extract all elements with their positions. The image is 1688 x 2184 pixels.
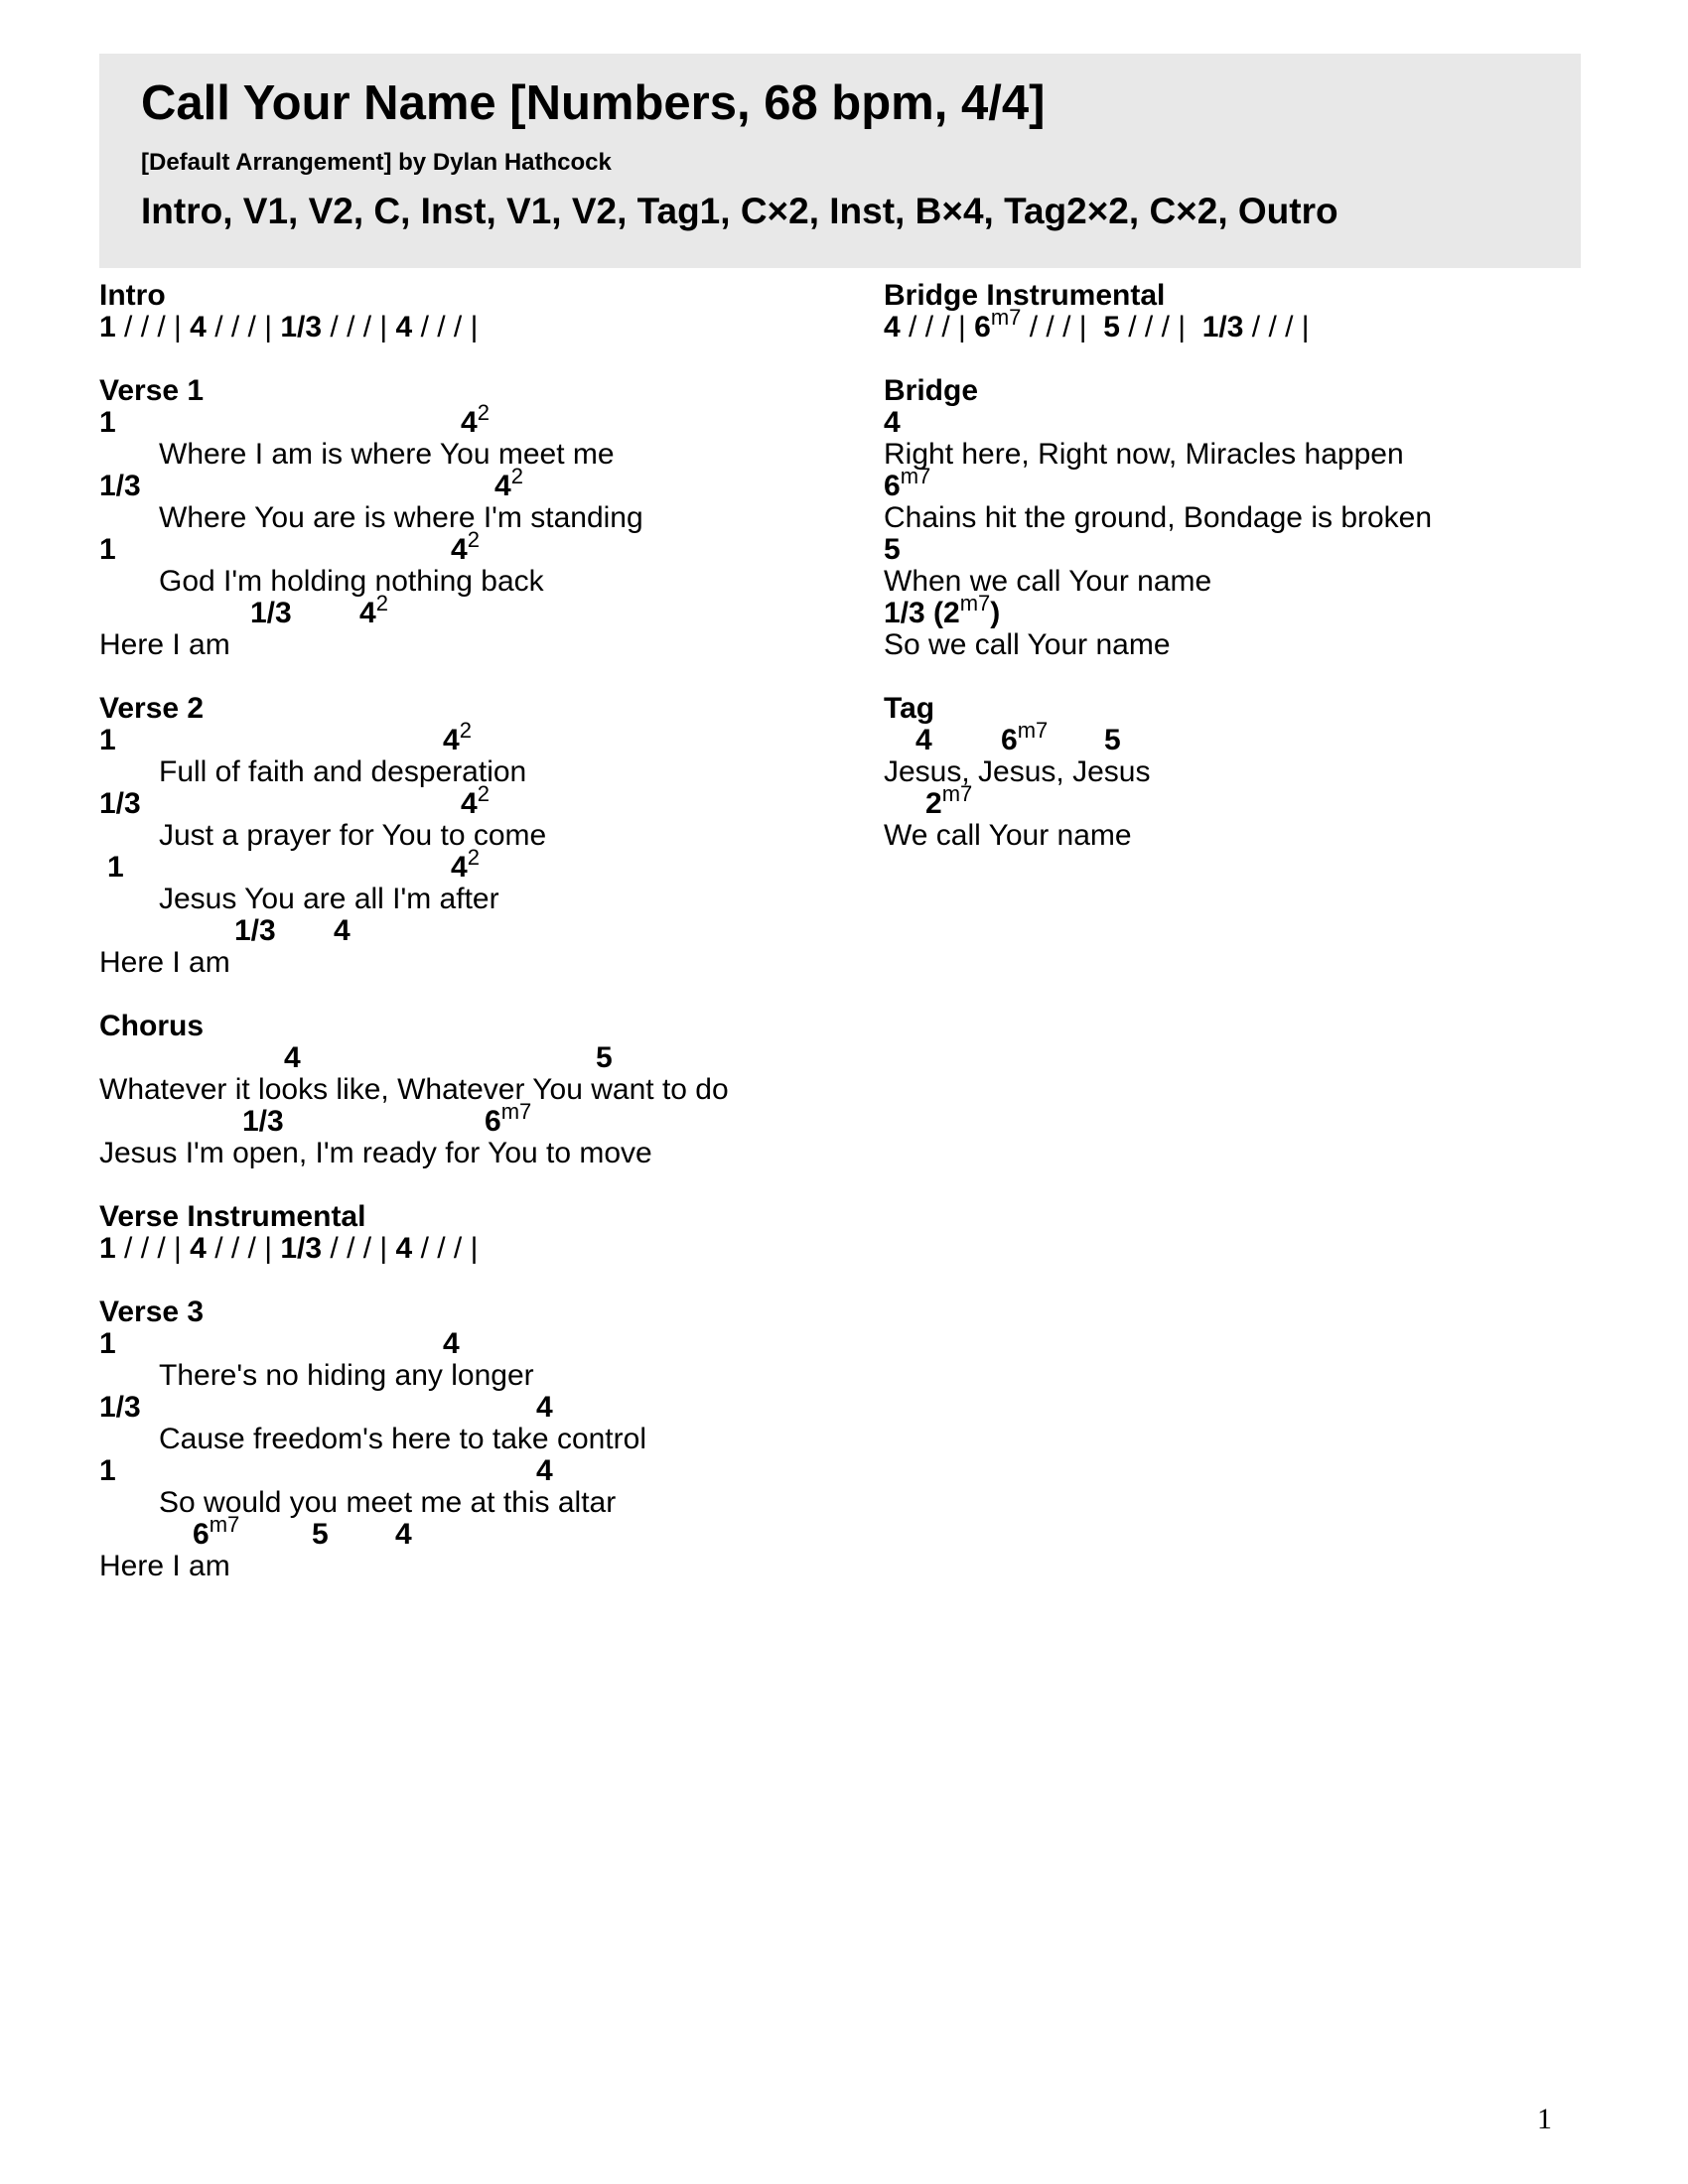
chord: 6: [974, 311, 991, 343]
section-bridge: [884, 375, 1638, 661]
section-chorus: [99, 1011, 854, 1169]
bar-line: [99, 312, 854, 343]
bar-slashes: / / / |: [206, 311, 281, 343]
chord: 4: [284, 1041, 301, 1074]
chord: 1: [99, 1232, 116, 1265]
lyric-line: Cause freedom's here to take control: [159, 1423, 646, 1455]
chord: 1: [99, 406, 116, 439]
lyric-line: Jesus You are all I'm after: [159, 883, 499, 915]
chord: $4^2$: [461, 781, 490, 820]
chord: 1/3 $(2^{m7})$: [884, 591, 1001, 629]
left-column: [99, 280, 854, 1614]
chord-line: [99, 1099, 854, 1138]
lyric-line: We call Your name: [884, 819, 1132, 852]
chord: 4: [536, 1454, 553, 1487]
chord: 4: [395, 1518, 412, 1551]
chord-line: [99, 845, 854, 884]
chord: $4^2$: [451, 527, 480, 566]
chord: $4^2$: [461, 400, 490, 439]
section-title: Bridge: [884, 374, 979, 407]
chord-line: [99, 781, 854, 820]
arrangement-credit: [Default Arrangement] by Dylan Hathcock: [141, 149, 612, 176]
chord: 1/3: [234, 914, 276, 947]
chord-line: [884, 718, 1638, 756]
chord-line: [99, 527, 854, 566]
bar-line: [884, 305, 1638, 343]
section-title: Verse 3: [99, 1296, 205, 1328]
chord: 4: [915, 724, 932, 756]
chord-line: [884, 464, 1638, 502]
section-tag: [884, 693, 1638, 852]
chord: 5: [884, 533, 901, 566]
bar-slashes: / / / |: [322, 311, 396, 343]
bar-slashes: / / / |: [412, 1232, 479, 1265]
chord: 4: [190, 1232, 207, 1265]
lyric-line: Where I am is where You meet me: [159, 438, 615, 471]
page-number: 1: [1537, 2103, 1552, 2135]
chord: 4: [395, 311, 413, 343]
lyric-line: Where You are is where I'm standing: [159, 501, 643, 534]
lyric-line: Chains hit the ground, Bondage is broken: [884, 501, 1433, 534]
section-title: Verse Instrumental: [99, 1200, 366, 1233]
lyric-line: Full of faith and desperation: [159, 755, 527, 788]
song-order: Intro, V1, V2, C, Inst, V1, V2, Tag1, C×2, Inst, B×4, Tag2×2, C×2, Outro: [141, 191, 1338, 231]
chord: $4^2$: [443, 718, 472, 756]
chord-line: [99, 718, 854, 756]
section-title: Chorus: [99, 1010, 204, 1042]
chord: $2^{m7}$: [925, 781, 973, 820]
lyric-line: Right here, Right now, Miracles happen: [884, 438, 1404, 471]
chord-line: [99, 1042, 854, 1074]
bar-slashes: / / / |: [1243, 311, 1310, 343]
chord: $4^2$: [359, 591, 388, 629]
chord: 1/3: [99, 470, 141, 502]
chord: 1/3: [250, 597, 292, 629]
lyric-line: Whatever it looks like, Whatever You want to do: [99, 1073, 729, 1106]
bar-slashes: / / / |: [412, 311, 479, 343]
section-intro: [99, 280, 854, 343]
chord: 4: [884, 311, 901, 343]
chord: 5: [1103, 311, 1120, 343]
chord: 4: [884, 406, 901, 439]
chord: $6^{m7}$: [193, 1512, 240, 1551]
lyric-line: Just a prayer for You to come: [159, 819, 547, 852]
chord-line: [99, 1392, 854, 1424]
bar-slashes: / / / |: [206, 1232, 281, 1265]
chord: 1/3: [1201, 311, 1244, 343]
lyric-line: So would you meet me at this altar: [159, 1486, 617, 1519]
section-title: Verse 2: [99, 692, 205, 725]
chord: 5: [596, 1041, 613, 1074]
chord: 1: [99, 311, 116, 343]
chord: 5: [1104, 724, 1121, 756]
section-verse-instrumental: [99, 1201, 854, 1265]
lyric-line: Jesus, Jesus, Jesus: [884, 755, 1151, 788]
song-header: [99, 54, 1581, 268]
chord-line: [99, 400, 854, 439]
lyric-line: There's no hiding any longer: [159, 1359, 534, 1392]
bar-slashes: / / / |: [322, 1232, 396, 1265]
chord: 1/3: [242, 1105, 284, 1138]
chord-line: [99, 591, 854, 629]
chord-line: [99, 915, 854, 947]
section-title: Tag: [884, 692, 935, 725]
bar-line: [99, 1233, 854, 1265]
section-verse-1: [99, 375, 854, 661]
chord: 4: [443, 1327, 460, 1360]
chord: $6^{m7}$: [485, 1099, 532, 1138]
bar-slashes: / / / |: [115, 1232, 191, 1265]
chord-line: [884, 781, 1638, 820]
chord: 4: [395, 1232, 413, 1265]
lyric-line: When we call Your name: [884, 565, 1212, 598]
chord: 1: [107, 851, 124, 884]
chord: 1: [99, 533, 116, 566]
chord: $6^{m7}$: [1001, 718, 1049, 756]
chord: 1: [99, 724, 116, 756]
bar-slashes: / / / |: [1021, 311, 1104, 343]
section-bridge-instrumental: [884, 280, 1638, 343]
chord: 1: [99, 1327, 116, 1360]
lyric-line: Here I am: [99, 1550, 230, 1582]
section-title: Verse 1: [99, 374, 205, 407]
chord-line: [99, 1328, 854, 1360]
right-column: [884, 280, 1638, 884]
bar-slashes: / / / |: [115, 311, 191, 343]
lyric-line: God I'm holding nothing back: [159, 565, 544, 598]
section-verse-2: [99, 693, 854, 979]
chord: 1/3: [280, 1232, 323, 1265]
chord: 1: [99, 1454, 116, 1487]
chord: $4^2$: [451, 845, 480, 884]
chord-line: [99, 1455, 854, 1487]
chord: 4: [334, 914, 351, 947]
lyric-line: Jesus I'm open, I'm ready for You to move: [99, 1137, 652, 1169]
chord-line: [884, 534, 1638, 566]
chord-line: [99, 1512, 854, 1551]
chord-quality: m7: [990, 305, 1022, 330]
chord-line: [884, 591, 1638, 629]
song-title: Call Your Name [Numbers, 68 bpm, 4/4]: [141, 76, 1046, 130]
chord: 1/3: [99, 787, 141, 820]
chord: $6^{m7}$: [884, 464, 931, 502]
chord-line: [99, 464, 854, 502]
section-verse-3: [99, 1297, 854, 1582]
chord: 4: [536, 1391, 553, 1424]
chord: 4: [190, 311, 207, 343]
chord-line: [884, 407, 1638, 439]
lyric-line: Here I am: [99, 628, 230, 661]
chord: 1/3: [99, 1391, 141, 1424]
section-title: Intro: [99, 279, 166, 312]
bar-slashes: / / / |: [1119, 311, 1202, 343]
lyric-line: Here I am: [99, 946, 230, 979]
lyric-line: So we call Your name: [884, 628, 1171, 661]
bar-slashes: / / / |: [900, 311, 975, 343]
chord: 5: [312, 1518, 329, 1551]
chord: 1/3: [280, 311, 323, 343]
chord: $4^2$: [494, 464, 523, 502]
section-title: Bridge Instrumental: [884, 279, 1166, 312]
